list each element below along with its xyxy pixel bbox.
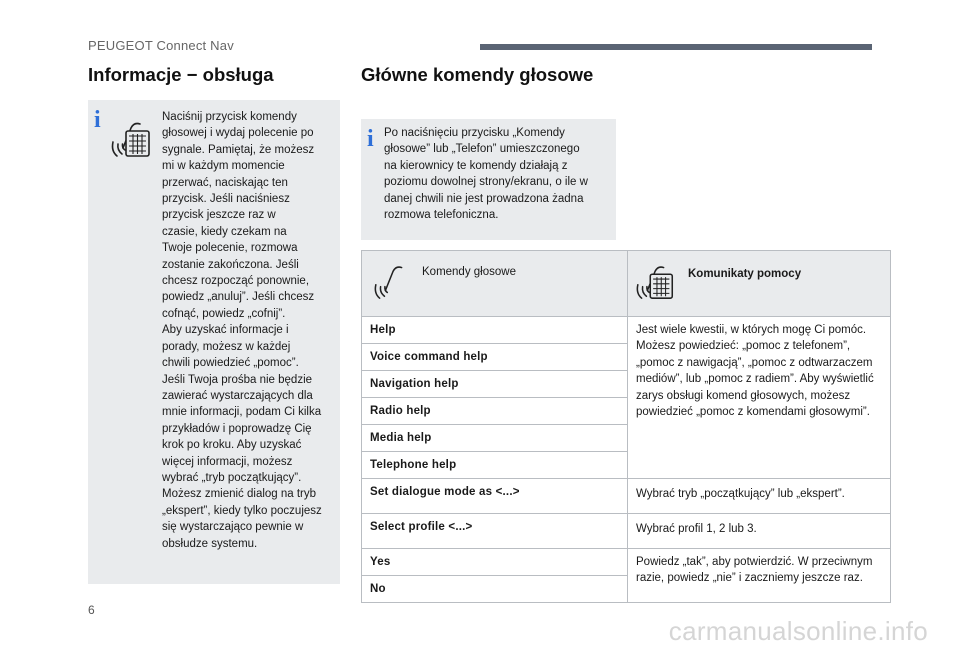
yes-no-response xyxy=(636,549,882,587)
voice-command-icon xyxy=(634,258,678,302)
command-navigation-help: Navigation help xyxy=(370,378,459,390)
table-row xyxy=(362,514,891,549)
right-info-line: rozmowa telefoniczna. xyxy=(384,209,499,222)
left-info-line: obsłudze systemu. xyxy=(162,537,258,550)
command-media-help: Media help xyxy=(370,432,432,444)
command-no: No xyxy=(370,583,386,595)
info-icon: i xyxy=(367,126,374,152)
voice-commands-table xyxy=(361,250,891,603)
left-info-line: Aby uzyskać informacje i xyxy=(162,324,289,337)
left-info-line: czasie, kiedy czekam na xyxy=(162,225,287,238)
help-response-line: mediów”, lub „pomoc z radiem”. Aby wyświetlić xyxy=(636,373,874,386)
table-row xyxy=(362,317,891,344)
left-info-line: się wystarczająco pewnie w xyxy=(162,521,304,534)
command-radio-help: Radio help xyxy=(370,405,431,417)
info-icon: i xyxy=(94,107,101,133)
left-info-line: zawierać wystarczających dla xyxy=(162,389,313,402)
right-section-title: Główne komendy głosowe xyxy=(361,64,594,85)
left-info-line: przycisk jeszcze raz w xyxy=(162,209,276,222)
right-info-box xyxy=(361,119,616,240)
command-help: Help xyxy=(370,324,396,336)
left-info-line: sygnale. Pamiętaj, że możesz xyxy=(162,143,315,156)
help-response-line: Możesz powiedzieć: „pomoc z telefonem”, xyxy=(636,340,851,353)
command-voice-help: Voice command help xyxy=(370,351,488,363)
left-info-line: chwili powiedzieć „pomoc”. xyxy=(162,357,299,370)
page-number: 6 xyxy=(88,603,95,617)
right-info-line: poziomu dowolnej strony/ekranu, o ile w xyxy=(384,176,588,189)
help-response-line: powiedzieć „pomoc z komendami głosowymi”. xyxy=(636,406,870,419)
left-info-line: więcej informacji, możesz xyxy=(162,455,293,468)
header-cell-help xyxy=(628,251,891,317)
right-info-line: na kierownicy te komendy działają z xyxy=(384,159,568,172)
left-info-line: cofnąć, powiedz „cofnij”. xyxy=(162,307,286,320)
left-info-line: przerwać, naciskając ten xyxy=(162,176,288,189)
table-row xyxy=(362,479,891,514)
right-info-line: Po naciśnięciu przycisku „Komendy xyxy=(384,127,565,139)
left-info-line: wybrać „tryb początkujący”. xyxy=(162,471,302,484)
left-info-line: krok po kroku. Aby uzyskać xyxy=(162,439,302,452)
col2-header: Komunikaty pomocy xyxy=(688,268,802,280)
dialogue-response: Wybrać tryb „początkujący” lub „ekspert”. xyxy=(636,488,845,500)
right-info-text xyxy=(384,125,614,223)
header-title: PEUGEOT Connect Nav xyxy=(88,38,234,53)
yes-no-response-line: razie, powiedz „nie” i zaczniemy jeszcze raz. xyxy=(636,572,863,585)
profile-response: Wybrać profil 1, 2 lub 3. xyxy=(636,523,757,535)
voice-command-icon xyxy=(109,114,155,160)
table-header-row xyxy=(362,251,891,317)
left-info-text xyxy=(162,109,337,552)
left-info-line: powiedz „anuluj”. Jeśli chcesz xyxy=(162,291,315,304)
left-info-line: Naciśnij przycisk komendy xyxy=(162,111,297,123)
left-info-line: głosowej i wydaj polecenie po xyxy=(162,127,314,140)
left-info-line: przykładów i poprowadzę Cię xyxy=(162,422,312,435)
help-response-line: „pomoc z nawigacją”, „pomoc z odtwarzaczem xyxy=(636,356,873,369)
header-bar xyxy=(480,44,872,50)
command-select-profile: Select profile <...> xyxy=(370,521,473,533)
command-telephone-help: Telephone help xyxy=(370,459,457,471)
help-response-line: zarys obsługi komend głosowych, możesz xyxy=(636,389,851,402)
header-cell-commands xyxy=(362,251,628,317)
left-info-line: Twoje polecenie, rozmowa xyxy=(162,242,298,255)
left-info-line: Jeśli Twoja prośba nie będzie xyxy=(162,373,313,386)
left-section-title: Informacje − obsługa xyxy=(88,64,274,85)
table-row xyxy=(362,549,891,576)
left-info-line: zostanie zakończona. Jeśli xyxy=(162,258,299,271)
command-dialogue-mode: Set dialogue mode as <...> xyxy=(370,486,520,498)
col1-header: Komendy głosowe xyxy=(422,266,516,278)
command-yes: Yes xyxy=(370,556,391,568)
right-info-line: głosowe” lub „Telefon” umieszczonego xyxy=(384,143,580,156)
help-response-line: Jest wiele kwestii, w których mogę Ci pomóc. xyxy=(636,324,867,336)
left-info-line: mi w każdym momencie xyxy=(162,160,285,173)
left-info-line: chcesz rozpocząć ponownie, xyxy=(162,275,310,288)
watermark: carmanualsonline.info xyxy=(668,616,928,646)
yes-no-response-line: Powiedz „tak”, aby potwierdzić. W przeciwnym xyxy=(636,556,873,568)
voice-icon xyxy=(372,258,416,302)
left-info-line: mnie informacji, podam Ci kilka xyxy=(162,406,322,419)
left-info-line: Możesz zmienić dialog na tryb xyxy=(162,488,317,501)
left-info-line: przycisk. Jeśli naciśniesz xyxy=(162,193,290,206)
left-info-line: porady, możesz w każdej xyxy=(162,340,291,353)
help-response xyxy=(636,317,882,420)
left-info-box xyxy=(88,100,340,584)
left-info-line: „ekspert”, kiedy tylko poczujesz xyxy=(162,504,322,517)
right-info-line: danej chwili nie jest prowadzona żadna xyxy=(384,192,584,205)
